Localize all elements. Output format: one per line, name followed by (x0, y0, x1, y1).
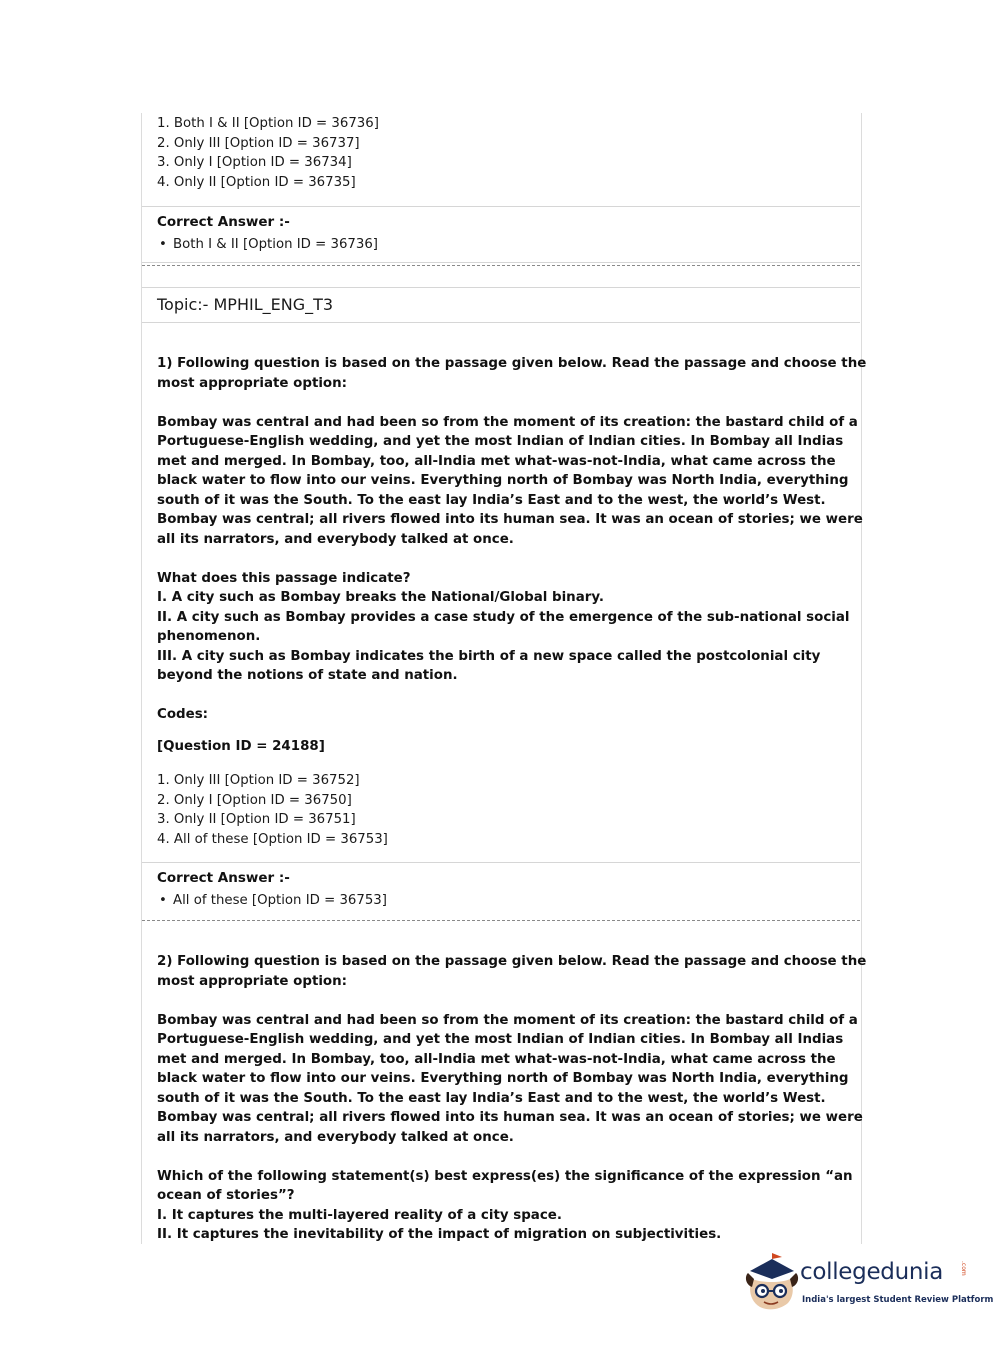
prev-correct-answer (142, 212, 860, 255)
correct-answer-label: Correct Answer :- (157, 870, 290, 886)
option-item: 1. Only III [Option ID = 36752] (157, 773, 360, 788)
collegedunia-logo (742, 1249, 994, 1313)
question-id: [Question ID = 24188] (157, 739, 325, 754)
question-2 (142, 952, 889, 1245)
divider (142, 206, 860, 207)
divider (142, 322, 860, 323)
logo-tagline: India's largest Student Review Platform (802, 1295, 994, 1305)
logo-suffix: .com (960, 1261, 967, 1276)
mascot-icon (742, 1249, 802, 1313)
option-item: 4. All of these [Option ID = 36753] (157, 831, 388, 847)
statement: II. It captures the inevitability of the impact of migration on subjectivities. (157, 1227, 722, 1242)
statement: I. A city such as Bombay breaks the National/Global binary. (157, 590, 604, 605)
logo-wordmark: collegedunia (800, 1259, 944, 1285)
question-intro: 2) Following question is based on the passage given below. Read the passage and choose the most appropriate option: (157, 954, 867, 989)
divider (142, 287, 860, 288)
option-item: 1. Both I & II [Option ID = 36736] (157, 116, 379, 131)
question-prompt: What does this passage indicate? (157, 570, 411, 586)
question-1-options (142, 771, 860, 849)
question-prompt: Which of the following statement(s) best express(es) the significance of the expression “an ocean of stories”? (157, 1168, 853, 1203)
option-item: 2. Only III [Option ID = 36737] (157, 135, 360, 151)
statement: I. It captures the multi-layered reality of a city space. (157, 1207, 562, 1223)
statement: III. A city such as Bombay indicates the birth of a new space called the postcolonial city beyond the notions of state and nation. (157, 648, 821, 683)
codes-label: Codes: (157, 707, 209, 722)
divider (142, 862, 860, 863)
dashed-separator (142, 265, 860, 266)
option-item: 2. Only I [Option ID = 36750] (157, 792, 352, 808)
option-item: 4. Only II [Option ID = 36735] (157, 174, 356, 190)
question-intro: 1) Following question is based on the passage given below. Read the passage and choose the most appropriate option: (157, 356, 867, 391)
passage: Bombay was central and had been so from the moment of its creation: the bastard child of a Portuguese-English wedding, and yet the most Indian of Indian cities. In Bombay all Indias met and merged. In Bombay, too, all-India met what-was-not-India, what came across the black water to flow into our veins. Everything north of Bombay was North India, everything south of it was the South. To the east lay India’s East and to the west, the world’s West. Bombay was central; all rivers flowed into its human sea. It was an ocean of stories; we were all its narrators, and everybody talked at once. (157, 414, 863, 547)
statement: II. A city such as Bombay provides a case study of the emergence of the sub-national social phenomenon. (157, 609, 850, 644)
question-1 (142, 354, 889, 725)
topic-title: Topic:- MPHIL_ENG_T3 (157, 295, 334, 314)
passage: Bombay was central and had been so from the moment of its creation: the bastard child of a Portuguese-English wedding, and yet the most Indian of Indian cities. In Bombay all Indias met and merged. In Bombay, too, all-India met what-was-not-India, what came across the black water to flow into our veins. Everything north of Bombay was North India, everything south of it was the South. To the east lay India’s East and to the west, the world’s West. Bombay was central; all rivers flowed into its human sea. It was an ocean of stories; we were all its narrators, and everybody talked at once. (157, 1012, 863, 1145)
question-1-correct-answer (142, 868, 860, 911)
option-item: 3. Only II [Option ID = 36751] (157, 812, 356, 828)
divider (142, 262, 860, 263)
option-item: 3. Only I [Option ID = 36734] (157, 155, 352, 171)
correct-answer-value: • Both I & II [Option ID = 36736] (159, 237, 378, 252)
prev-question-options (142, 114, 860, 192)
correct-answer-value: • All of these [Option ID = 36753] (159, 893, 387, 908)
dashed-separator (142, 920, 860, 921)
correct-answer-label: Correct Answer :- (157, 214, 290, 230)
